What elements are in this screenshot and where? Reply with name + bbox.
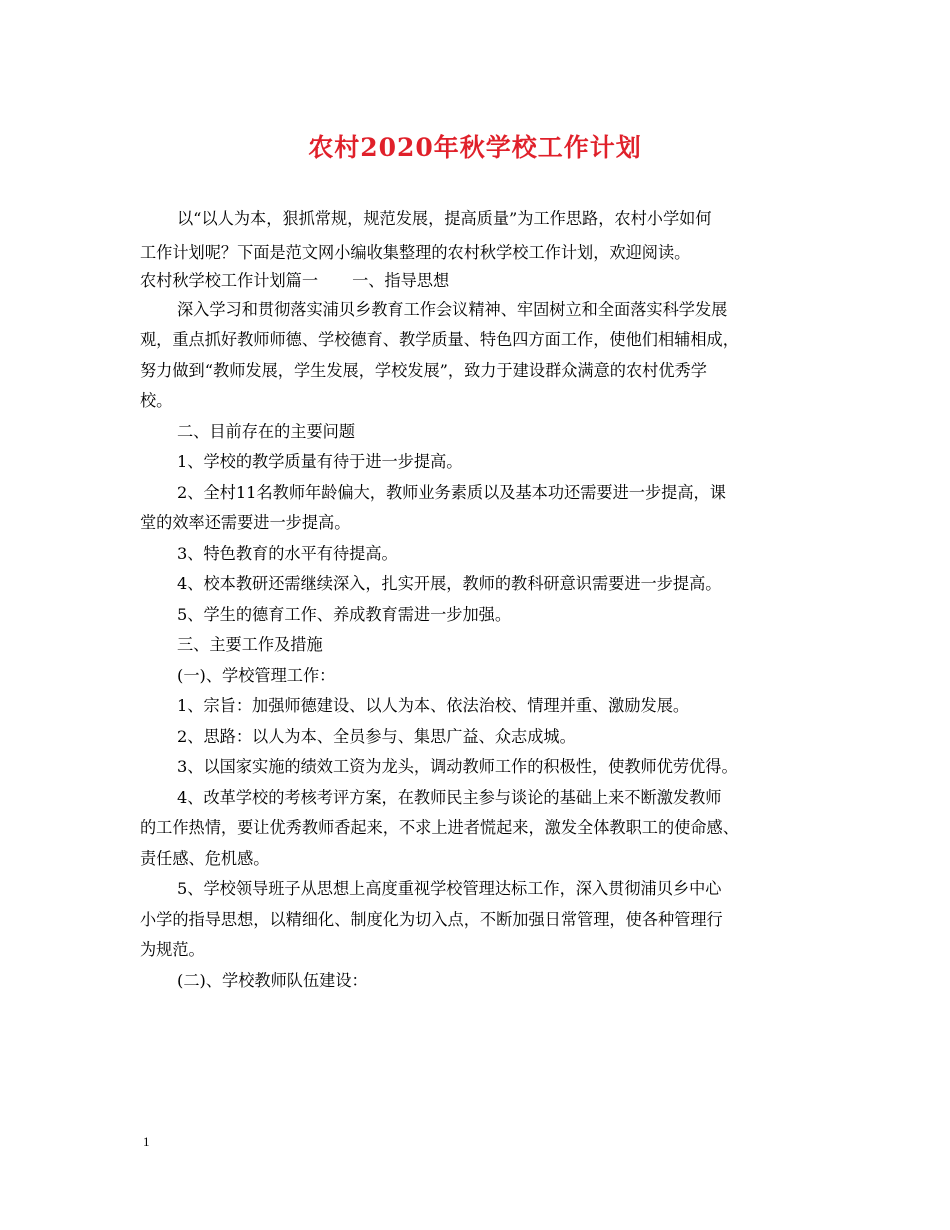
section-2-item-1: 1、学校的教学质量有待于进一步提高。 — [177, 452, 463, 471]
subsection-1-item-1: 1、宗旨：加强师德建设、以人为本、依法治校、情理并重、激励发展。 — [177, 696, 690, 715]
section-1-line-4: 校。 — [140, 391, 173, 410]
section-2-item-2: 2、全村11名教师年龄偏大，教师业务素质以及基本功还需要进一步提高，课 — [177, 482, 726, 502]
intro-line-1: 以“以人为本，狠抓常规，规范发展，提高质量”为工作思路，农村小学如何 — [177, 209, 712, 228]
section-1-line-3: 努力做到“教师发展，学生发展，学校发展”，致力于建设群众满意的农村优秀学 — [140, 360, 707, 380]
subsection-1-item-4-cont-2: 责任感、危机感。 — [140, 848, 270, 868]
subsection-1-item-3: 3、以国家实施的绩效工资为龙头，调动教师工作的积极性，使教师优劳优得。 — [177, 757, 738, 776]
section-2-item-2-cont: 堂的效率还需要进一步提高。 — [140, 513, 351, 532]
part-heading-line — [140, 267, 816, 295]
part-label: 农村秋学校工作计划篇一 — [140, 270, 319, 290]
subsection-1-item-5-cont-2: 为规范。 — [140, 940, 205, 959]
subsection-1-item-4: 4、改革学校的考核考评方案，在教师民主参与谈论的基础上来不断激发教师 — [177, 787, 722, 807]
section-2-item-4: 4、校本教研还需继续深入，扎实开展，教师的教科研意识需要进一步提高。 — [177, 574, 722, 593]
section-1-heading: 一、指导思想 — [352, 270, 450, 290]
section-2-item-3: 3、特色教育的水平有待提高。 — [177, 543, 398, 563]
subsection-1-heading: (一)、学校管理工作： — [177, 665, 336, 685]
section-2-item-5: 5、学生的德育工作、养成教育需进一步加强。 — [177, 604, 512, 624]
subsection-1-item-4-cont-1: 的工作热情，要让优秀教师香起来，不求上进者慌起来，激发全体教职工的使命感、 — [140, 818, 739, 837]
page-number: 1 — [143, 1134, 150, 1149]
subsection-2-heading: (二)、学校教师队伍建设： — [177, 970, 368, 990]
intro-line-2: 工作计划呢？下面是范文网小编收集整理的农村秋学校工作计划，欢迎阅读。 — [140, 242, 691, 262]
section-1-line-1: 深入学习和贯彻落实浦贝乡教育工作会议精神、牢固树立和全面落实科学发展 — [177, 299, 728, 319]
section-1-line-2: 观，重点抓好教师师德、学校德育、教学质量、特色四方面工作，使他们相辅相成， — [140, 330, 739, 349]
subsection-1-item-5-cont-1: 小学的指导思想，以精细化、制度化为切入点，不断加强日常管理，使各种管理行 — [140, 909, 723, 929]
section-2-heading: 二、目前存在的主要问题 — [177, 421, 356, 441]
document-body — [140, 204, 816, 996]
subsection-1-item-5: 5、学校领导班子从思想上高度重视学校管理达标工作，深入贯彻浦贝乡中心 — [177, 879, 722, 898]
document-title: 农村2020年秋学校工作计划 — [308, 133, 642, 162]
section-3-heading: 三、主要工作及措施 — [177, 635, 323, 654]
subsection-1-item-2: 2、思路：以人为本、全员参与、集思广益、众志成城。 — [177, 726, 576, 746]
